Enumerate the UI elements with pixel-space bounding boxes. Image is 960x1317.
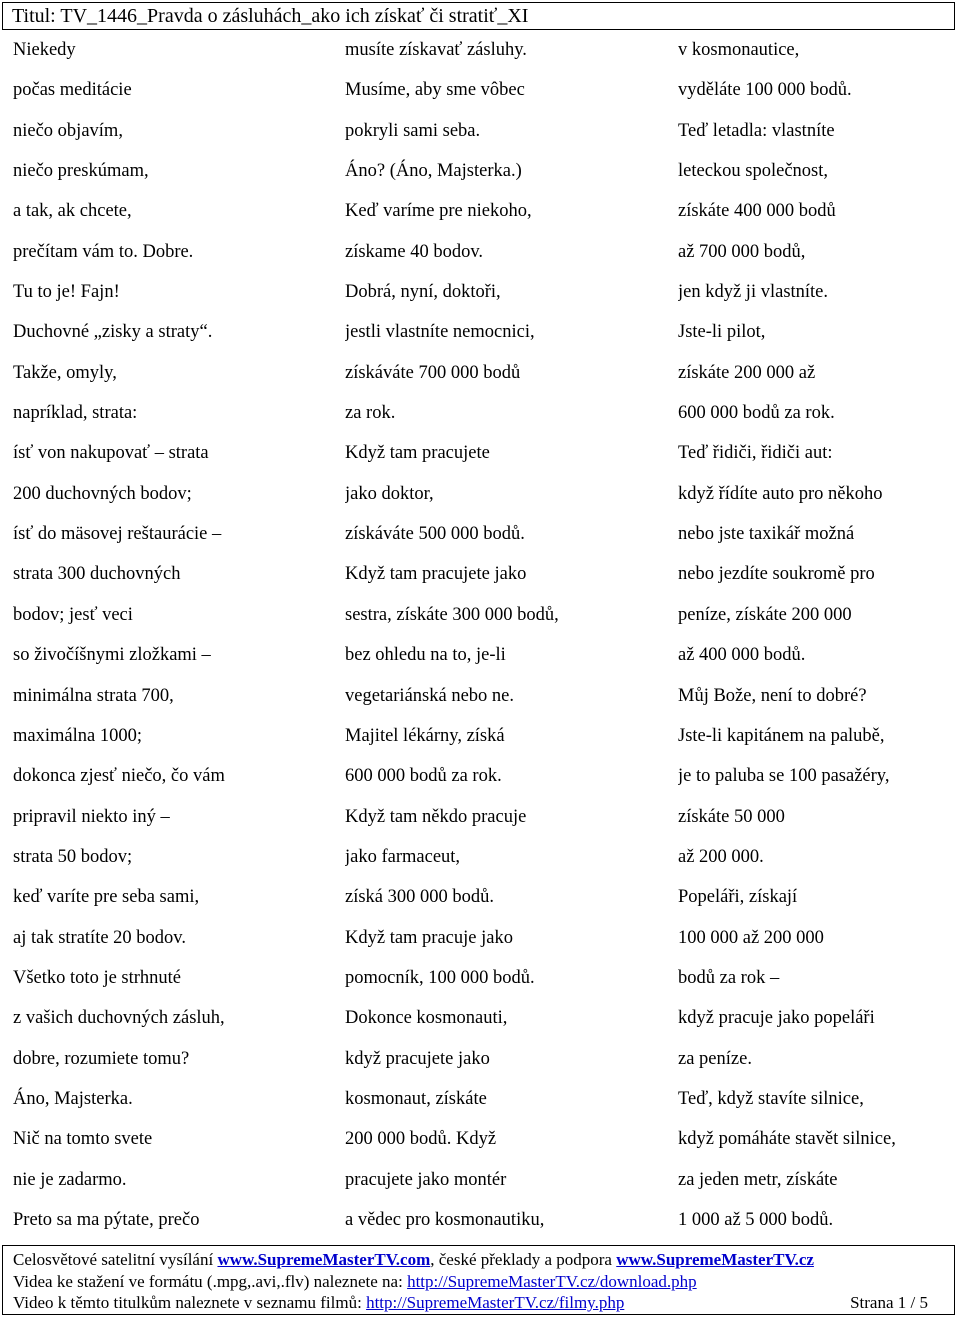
text-line: a tak, ak chcete, xyxy=(13,201,132,222)
text-line: bez ohledu na to, je-li xyxy=(345,645,506,666)
text-line: Dokonce kosmonauti, xyxy=(345,1008,508,1029)
text-line: 600 000 bodů za rok. xyxy=(345,766,502,787)
text-line: Preto sa ma pýtate, prečo xyxy=(13,1209,200,1230)
footer-text: Video k těmto titulkům naleznete v seznamu filmů: xyxy=(13,1293,367,1312)
text-line: jen když ji vlastníte. xyxy=(678,282,829,303)
text-line: ísť von nakupovať – strata xyxy=(13,443,209,464)
text-line: počas meditácie xyxy=(13,80,132,101)
text-line: so živočíšnymi zložkami – xyxy=(13,645,211,666)
text-line: když pomáháte stavět silnice, xyxy=(678,1129,896,1150)
text-line: leteckou společnost, xyxy=(678,161,829,182)
footer-text: Videa ke stažení ve formátu (.mpg,.avi,.flv) naleznete na: xyxy=(13,1271,408,1291)
text-line: když řídíte auto pro někoho xyxy=(678,483,883,504)
text-line: až 400 000 bodů. xyxy=(678,645,806,666)
text-line: za rok. xyxy=(345,403,396,424)
text-line: Teď letadla: vlastníte xyxy=(678,120,835,141)
text-line: ísť do mäsovej reštaurácie – xyxy=(13,524,222,545)
text-line: získá 300 000 bodů. xyxy=(345,887,495,908)
text-line: napríklad, strata: xyxy=(13,403,138,424)
text-line: Když tam pracujete xyxy=(345,443,490,464)
text-line: strata 300 duchovných xyxy=(13,564,181,585)
text-line: Nič na tomto svete xyxy=(13,1129,153,1150)
text-line: získáte 400 000 bodů xyxy=(678,201,836,222)
document-title: Titul: TV_1446_Pravda o zásluhách_ako ich získať či stratiť_XI xyxy=(2,2,955,30)
text-line: pomocník, 100 000 bodů. xyxy=(345,967,535,988)
text-line: Všetko toto je strhnuté xyxy=(13,967,182,988)
text-line: až 700 000 bodů, xyxy=(678,241,806,262)
text-line: Duchovné „zisky a straty“. xyxy=(13,322,213,343)
text-column-1 xyxy=(13,30,343,1240)
supremetv-com-link[interactable]: www.SupremeMasterTV.com xyxy=(217,1250,431,1269)
text-line: Teď řidiči, řidiči aut: xyxy=(678,443,833,464)
text-line: jako doktor, xyxy=(345,483,434,504)
text-line: za peníze. xyxy=(678,1048,752,1069)
text-line: Když tam pracuje jako xyxy=(345,927,513,948)
text-line: Když tam pracujete jako xyxy=(345,564,527,585)
text-line: kosmonaut, získáte xyxy=(345,1088,487,1109)
text-line: aj tak stratíte 20 bodov. xyxy=(13,927,186,948)
text-line: keď varíte pre seba sami, xyxy=(13,887,200,908)
text-line: až 200 000. xyxy=(678,846,764,867)
download-link[interactable]: http://SupremeMasterTV.cz/download.php xyxy=(407,1271,697,1291)
text-line: 200 duchovných bodov; xyxy=(13,483,192,504)
text-column-2 xyxy=(345,30,675,1240)
films-link[interactable]: http://SupremeMasterTV.cz/filmy.php xyxy=(366,1293,625,1312)
text-line: strata 50 bodov; xyxy=(13,846,133,867)
text-line: niečo objavím, xyxy=(13,120,123,141)
text-line: 600 000 bodů za rok. xyxy=(678,403,835,424)
text-line: bodov; jesť veci xyxy=(13,604,133,625)
text-line: nebo jste taxikář možná xyxy=(678,524,855,545)
text-line: když pracujete jako xyxy=(345,1048,490,1069)
text-line: získáváte 500 000 bodů. xyxy=(345,524,525,545)
text-line: když pracuje jako popeláři xyxy=(678,1008,875,1029)
text-line: získáte 200 000 až xyxy=(678,362,816,383)
text-line: Takže, omyly, xyxy=(13,362,117,383)
text-line: Jste-li pilot, xyxy=(678,322,766,343)
footer-text: Celosvětové satelitní vysílání xyxy=(13,1250,218,1269)
text-column-3 xyxy=(678,30,956,1240)
text-line: Tu to je! Fajn! xyxy=(13,282,120,303)
text-line: získame 40 bodov. xyxy=(345,241,484,262)
page-number: Strana 1 / 5 xyxy=(850,1293,928,1312)
text-line: 100 000 až 200 000 xyxy=(678,927,824,948)
text-line: niečo preskúmam, xyxy=(13,161,149,182)
text-line: Musíme, aby sme vôbec xyxy=(345,80,525,101)
text-line: maximálna 1000; xyxy=(13,725,142,746)
text-line: v kosmonautice, xyxy=(678,40,800,60)
text-line: z vašich duchovných zásluh, xyxy=(13,1008,225,1029)
text-line: sestra, získáte 300 000 bodů, xyxy=(345,604,559,625)
text-line: pokryli sami seba. xyxy=(345,120,481,141)
text-line: je to paluba se 100 pasažéry, xyxy=(678,766,890,787)
text-line: Dobrá, nyní, doktoři, xyxy=(345,282,501,303)
text-line: 1 000 až 5 000 bodů. xyxy=(678,1209,834,1230)
text-line: jestli vlastníte nemocnici, xyxy=(345,322,535,343)
text-line: Keď varíme pre niekoho, xyxy=(345,201,532,222)
text-line: Když tam někdo pracuje xyxy=(345,806,527,827)
text-line: Niekedy xyxy=(13,40,76,60)
footer-text: , české překlady a podpora xyxy=(430,1250,617,1269)
text-line: získáte 50 000 xyxy=(678,806,785,827)
text-line: Teď, když stavíte silnice, xyxy=(678,1088,864,1109)
text-line: vegetariánská nebo ne. xyxy=(345,685,514,706)
footer-line-3 xyxy=(13,1292,954,1314)
text-line: získáváte 700 000 bodů xyxy=(345,362,521,383)
text-line: prečítam vám to. Dobre. xyxy=(13,241,194,262)
footer-line-1 xyxy=(13,1249,954,1271)
text-line: jako farmaceut, xyxy=(345,846,461,867)
text-line: Áno, Majsterka. xyxy=(13,1088,133,1109)
text-line: pripravil niekto iný – xyxy=(13,806,170,827)
text-line: Majitel lékárny, získá xyxy=(345,725,505,746)
text-line: dobre, rozumiete tomu? xyxy=(13,1048,190,1069)
text-line: nebo jezdíte soukromě pro xyxy=(678,564,875,585)
footer-line-2 xyxy=(13,1271,954,1293)
text-line: musíte získavať zásluhy. xyxy=(345,40,527,60)
text-line: dokonca zjesť niečo, čo vám xyxy=(13,766,225,787)
text-line: peníze, získáte 200 000 xyxy=(678,604,852,625)
text-line: bodů za rok – xyxy=(678,967,780,988)
text-line: za jeden metr, získáte xyxy=(678,1169,838,1190)
supremetv-cz-link[interactable]: www.SupremeMasterTV.cz xyxy=(616,1250,814,1269)
text-line: vyděláte 100 000 bodů. xyxy=(678,80,852,101)
text-line: 200 000 bodů. Když xyxy=(345,1129,497,1150)
text-line: Áno? (Áno, Majsterka.) xyxy=(345,161,522,182)
text-line: Jste-li kapitánem na palubě, xyxy=(678,725,885,746)
text-line: Popeláři, získají xyxy=(678,887,798,908)
text-line: minimálna strata 700, xyxy=(13,685,174,706)
text-line: nie je zadarmo. xyxy=(13,1169,127,1190)
footer xyxy=(2,1245,955,1315)
text-line: pracujete jako montér xyxy=(345,1169,507,1190)
text-line: Můj Bože, není to dobré? xyxy=(678,685,867,706)
text-line: a vědec pro kosmonautiku, xyxy=(345,1209,545,1230)
